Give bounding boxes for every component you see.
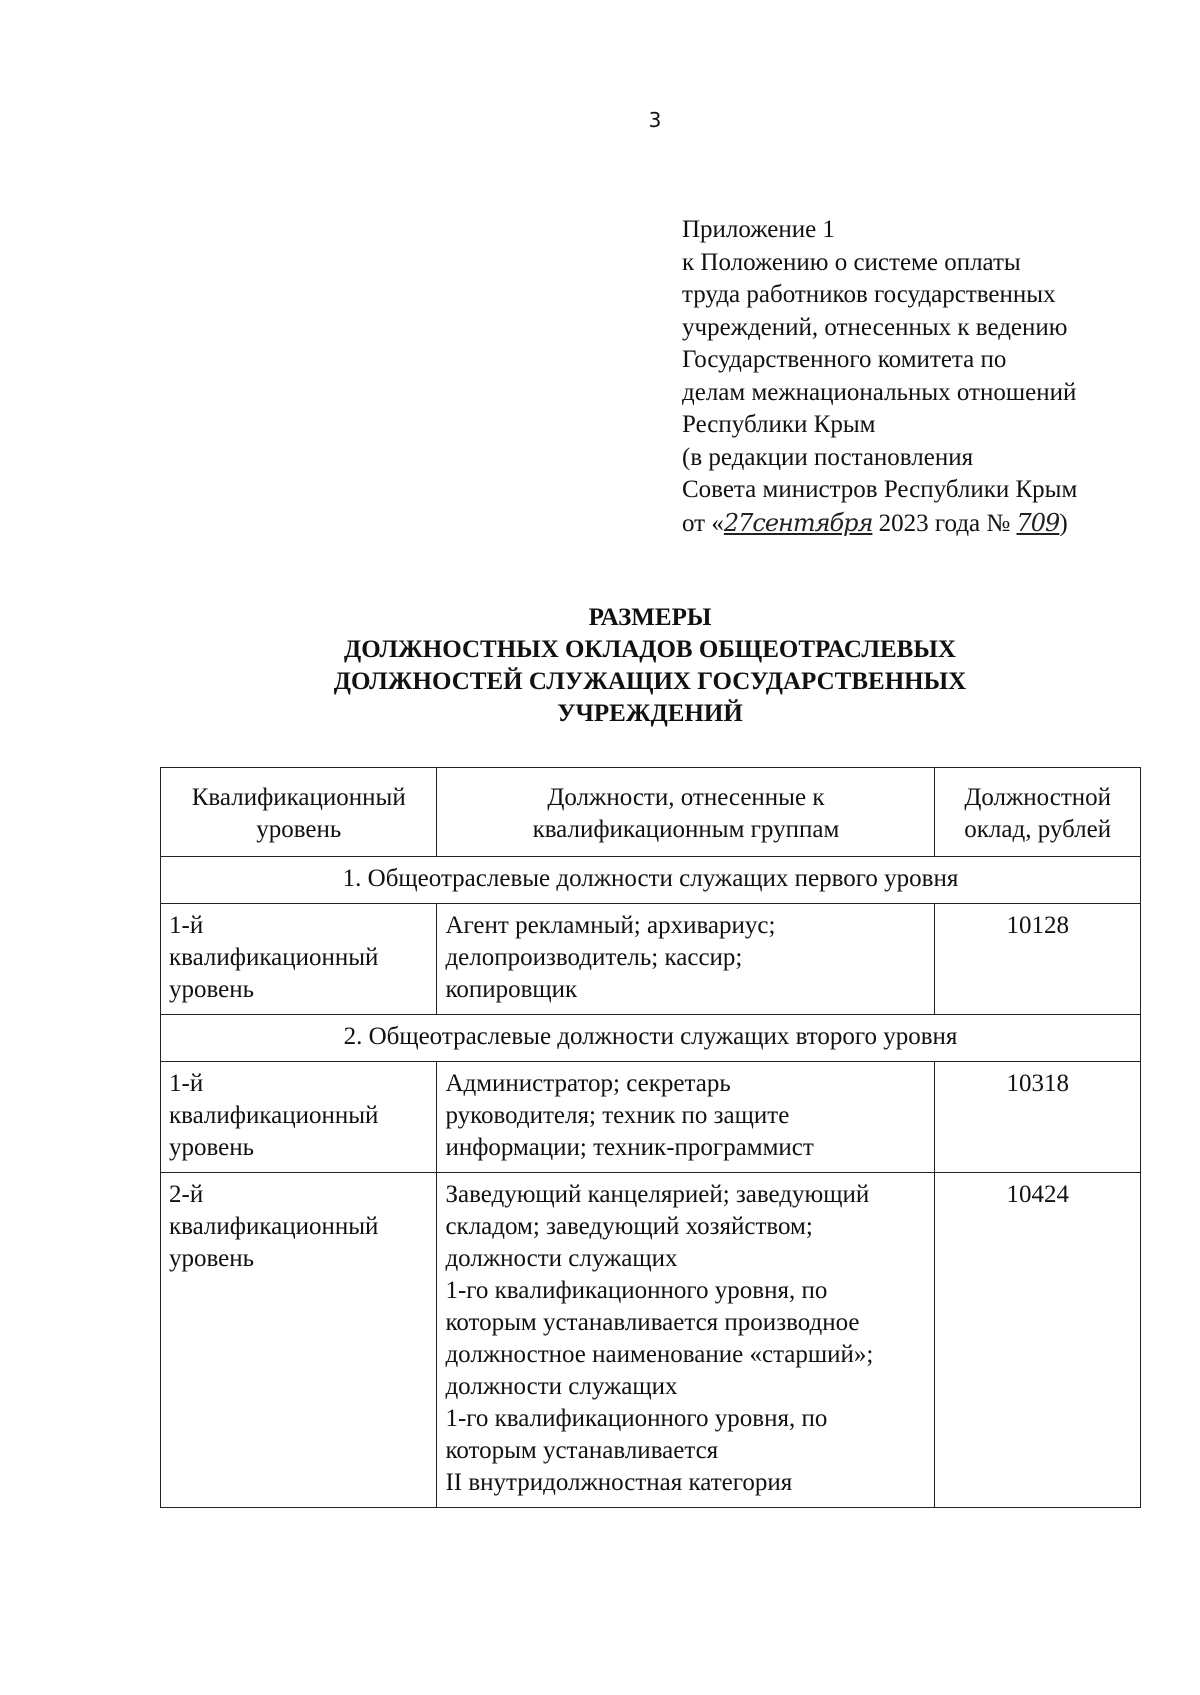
header-text: Должностной [964, 784, 1112, 811]
positions-cell [437, 1173, 935, 1508]
cell-text: квалификационный [169, 1213, 379, 1240]
date-middle: 2023 года № [878, 509, 1011, 537]
appendix-line: Совета министров Республики Крым [682, 476, 1078, 503]
handwritten-number: 709 [1016, 508, 1060, 537]
header-salary [935, 768, 1141, 857]
cell-text: Заведующий канцелярией; заведующий [445, 1181, 870, 1208]
cell-text: II внутридолжностная категория [445, 1469, 793, 1496]
positions-cell [437, 1062, 935, 1173]
table-row [161, 1062, 1141, 1173]
appendix-line: делам межнациональных отношений [682, 378, 1077, 406]
salary-cell: 10424 [935, 1173, 1141, 1508]
cell-text: 1-го квалификационного уровня, по [445, 1277, 828, 1304]
cell-text: Администратор; секретарь [445, 1070, 731, 1097]
cell-text: должности служащих [445, 1373, 678, 1400]
heading-line-4: УЧРЕЖДЕНИЙ [557, 700, 743, 727]
section-title: 2. Общеотраслевые должности служащих второго уровня [161, 1015, 1141, 1062]
cell-text: квалификационный [169, 1102, 379, 1129]
cell-text: копировщик [445, 976, 578, 1003]
cell-text: уровень [169, 1134, 255, 1161]
header-text: Должности, отнесенные к [547, 784, 825, 811]
cell-text: 1-й [169, 912, 204, 939]
cell-text: 1-го квалификационного уровня, по [445, 1405, 828, 1432]
appendix-block [682, 214, 1162, 540]
cell-text: делопроизводитель; кассир; [445, 944, 743, 971]
header-text: уровень [256, 816, 342, 843]
cell-text: которым устанавливается [445, 1437, 719, 1464]
header-positions [437, 768, 935, 857]
cell-text: которым устанавливается производное [445, 1309, 860, 1336]
cell-text: Агент рекламный; архивариус; [445, 912, 776, 939]
salary-cell: 10318 [935, 1062, 1141, 1173]
appendix-line: учреждений, отнесенных к ведению [682, 313, 1068, 341]
appendix-line: труда работников государственных [682, 281, 1056, 308]
heading-line-1: РАЗМЕРЫ [588, 604, 712, 631]
cell-text: квалификационный [169, 944, 379, 971]
document-heading [150, 602, 1150, 730]
cell-text: уровень [169, 1245, 255, 1272]
table-row [161, 904, 1141, 1015]
cell-text: складом; заведующий хозяйством; [445, 1213, 813, 1240]
decree-date-line: от «27сентября 2023 года № 709) [682, 508, 1068, 537]
table-header-row [161, 768, 1141, 857]
appendix-line: Приложение 1 [682, 216, 835, 243]
section-row [161, 857, 1141, 904]
page-number: 3 [648, 108, 662, 132]
section-title: 1. Общеотраслевые должности служащих первого уровня [161, 857, 1141, 904]
cell-text: должностное наименование «старший»; [445, 1341, 874, 1368]
qualification-level-cell [161, 904, 437, 1015]
header-text: Квалификационный [191, 784, 406, 811]
appendix-line: Государственного комитета по [682, 346, 1007, 373]
table-row [161, 1173, 1141, 1508]
header-text: квалификационным группам [532, 816, 840, 843]
cell-text: 1-й [169, 1070, 204, 1097]
qualification-level-cell [161, 1173, 437, 1508]
cell-text: 2-й [169, 1181, 204, 1208]
appendix-line: Республики Крым [682, 411, 876, 438]
appendix-line: (в редакции постановления [682, 443, 974, 471]
heading-line-3: ДОЛЖНОСТЕЙ СЛУЖАЩИХ ГОСУДАРСТВЕННЫХ [333, 668, 967, 695]
qualification-level-cell [161, 1062, 437, 1173]
header-text: оклад, рублей [964, 816, 1112, 843]
cell-text: информации; техник-программист [445, 1134, 814, 1161]
handwritten-date: 27сентября [723, 508, 873, 537]
heading-line-2: ДОЛЖНОСТНЫХ ОКЛАДОВ ОБЩЕОТРАСЛЕВЫХ [344, 636, 956, 663]
positions-cell [437, 904, 935, 1015]
date-prefix: от « [682, 509, 724, 537]
appendix-line: к Положению о системе оплаты [682, 248, 1021, 276]
section-row [161, 1015, 1141, 1062]
salary-cell: 10128 [935, 904, 1141, 1015]
cell-text: руководителя; техник по защите [445, 1102, 790, 1129]
cell-text: уровень [169, 976, 255, 1003]
header-level [161, 768, 437, 857]
salary-table [160, 767, 1141, 1508]
cell-text: должности служащих [445, 1245, 678, 1272]
